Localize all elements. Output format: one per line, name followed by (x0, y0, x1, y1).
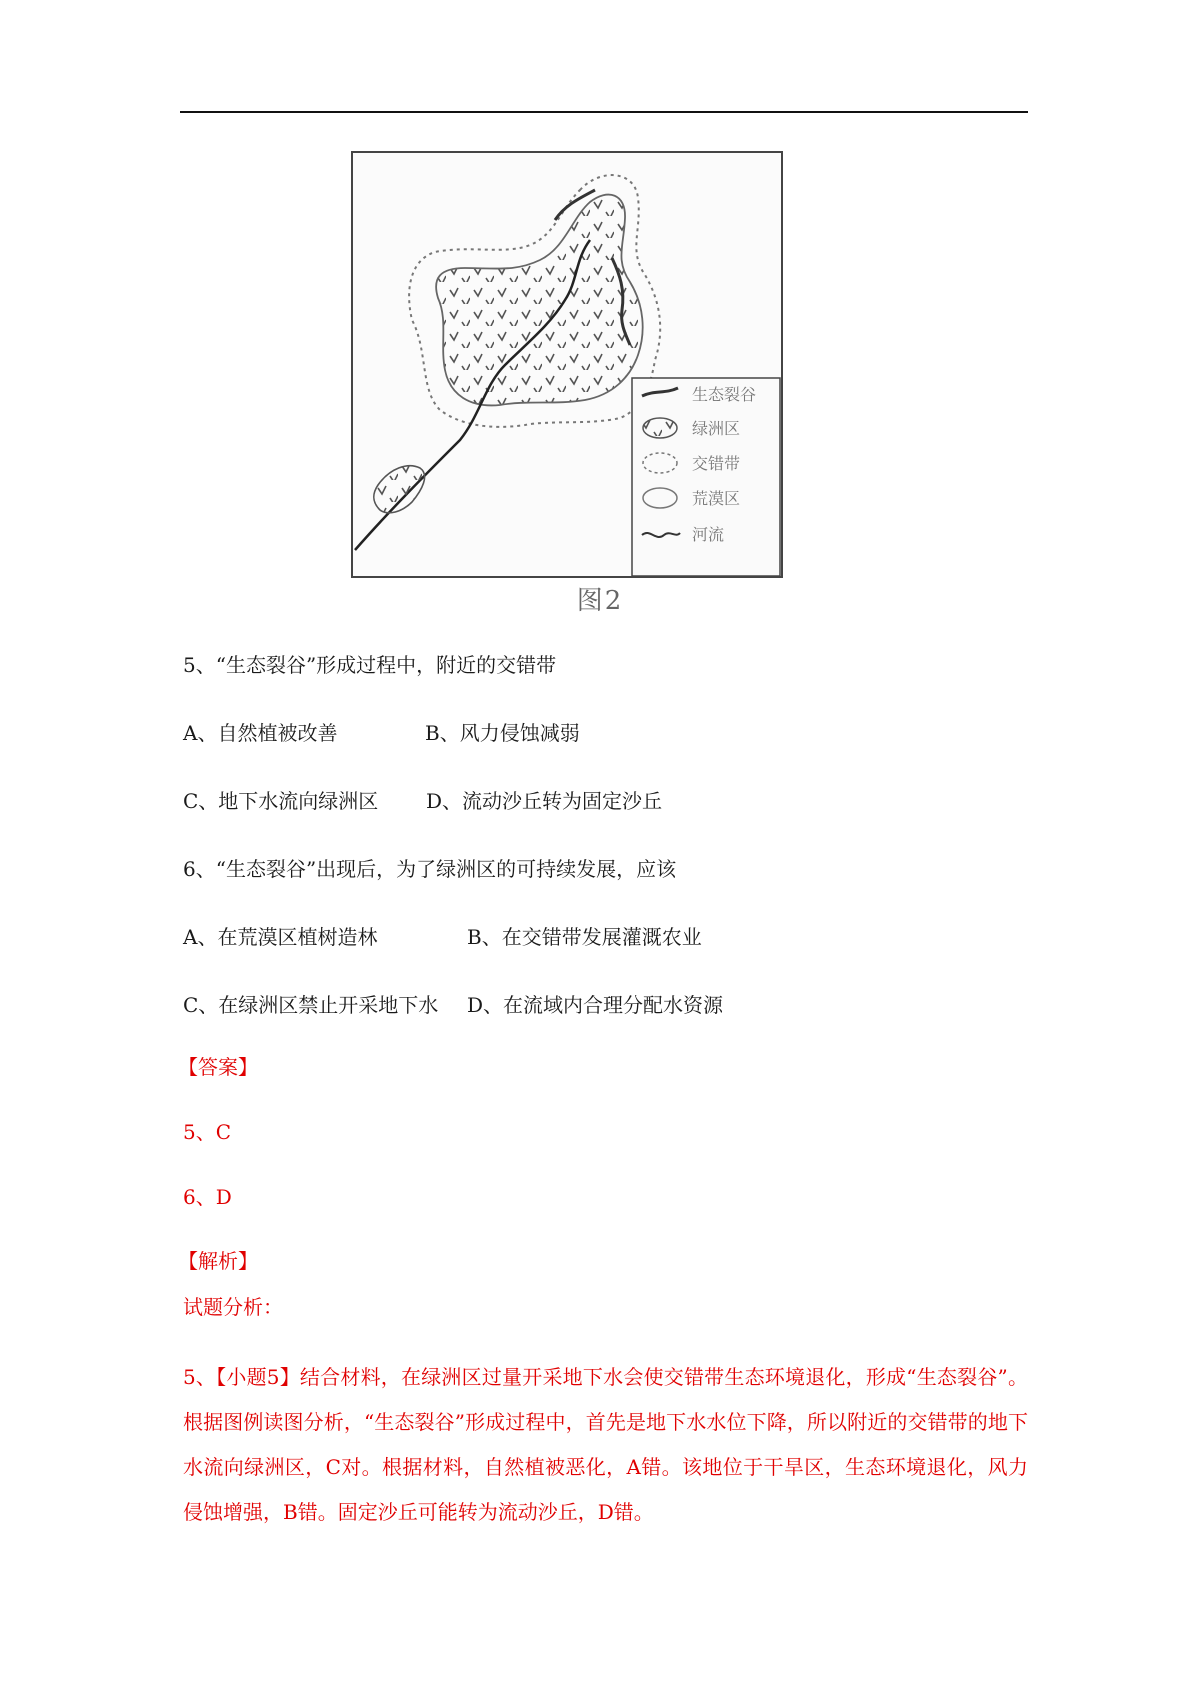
legend-label-rift: 生态裂谷 (692, 385, 757, 404)
legend-label-river: 河流 (692, 525, 725, 544)
oasis-map-diagram (350, 150, 850, 580)
answer-item-6: 6、D (183, 1185, 232, 1209)
q6-option-b: B、在交错带发展灌溉农业 (467, 925, 702, 949)
legend-box (632, 378, 780, 576)
q5-option-b: B、风力侵蚀减弱 (425, 721, 580, 745)
legend-label-desert: 荒漠区 (692, 489, 741, 508)
q6-option-d: D、在流域内合理分配水资源 (467, 993, 724, 1017)
legend-label-oasis: 绿洲区 (692, 419, 741, 438)
q5-option-a: A、自然植被改善 (183, 721, 338, 745)
answer-heading: 【答案】 (178, 1055, 258, 1079)
answer-item-5: 5、C (183, 1120, 232, 1144)
q6-option-c: C、在绿洲区禁止开采地下水 (183, 993, 439, 1017)
header-rule (180, 111, 1028, 113)
q5-option-c: C、地下水流向绿洲区 (183, 789, 379, 813)
analysis-heading: 【解析】 (178, 1249, 258, 1273)
q6-option-a: A、在荒漠区植树造林 (183, 925, 378, 949)
analysis-text: 5、【小题5】结合材料，在绿洲区过量开采地下水会使交错带生态环境退化，形成“生态裂谷”。根据图例读图分析，“生态裂谷”形成过程中，首先是地下水水位下降，所以附近的交错带的地下水流向绿洲区，C对。根据材料，自然植被恶化，A错。该地位于干旱区，生态环境退化，风力侵蚀增强，B错。固定沙丘可能转为流动沙丘，D错。 (183, 1365, 1028, 1524)
analysis-intro: 试题分析： (183, 1295, 283, 1319)
figure-map (350, 150, 850, 625)
figure-caption: 图2 (576, 586, 624, 616)
question-5-stem: 5、“生态裂谷”形成过程中，附近的交错带 (183, 653, 557, 677)
q5-option-d: D、流动沙丘转为固定沙丘 (426, 789, 663, 813)
question-6-stem: 6、“生态裂谷”出现后，为了绿洲区的可持续发展，应该 (183, 857, 677, 881)
legend-label-ecotone: 交错带 (692, 454, 741, 473)
